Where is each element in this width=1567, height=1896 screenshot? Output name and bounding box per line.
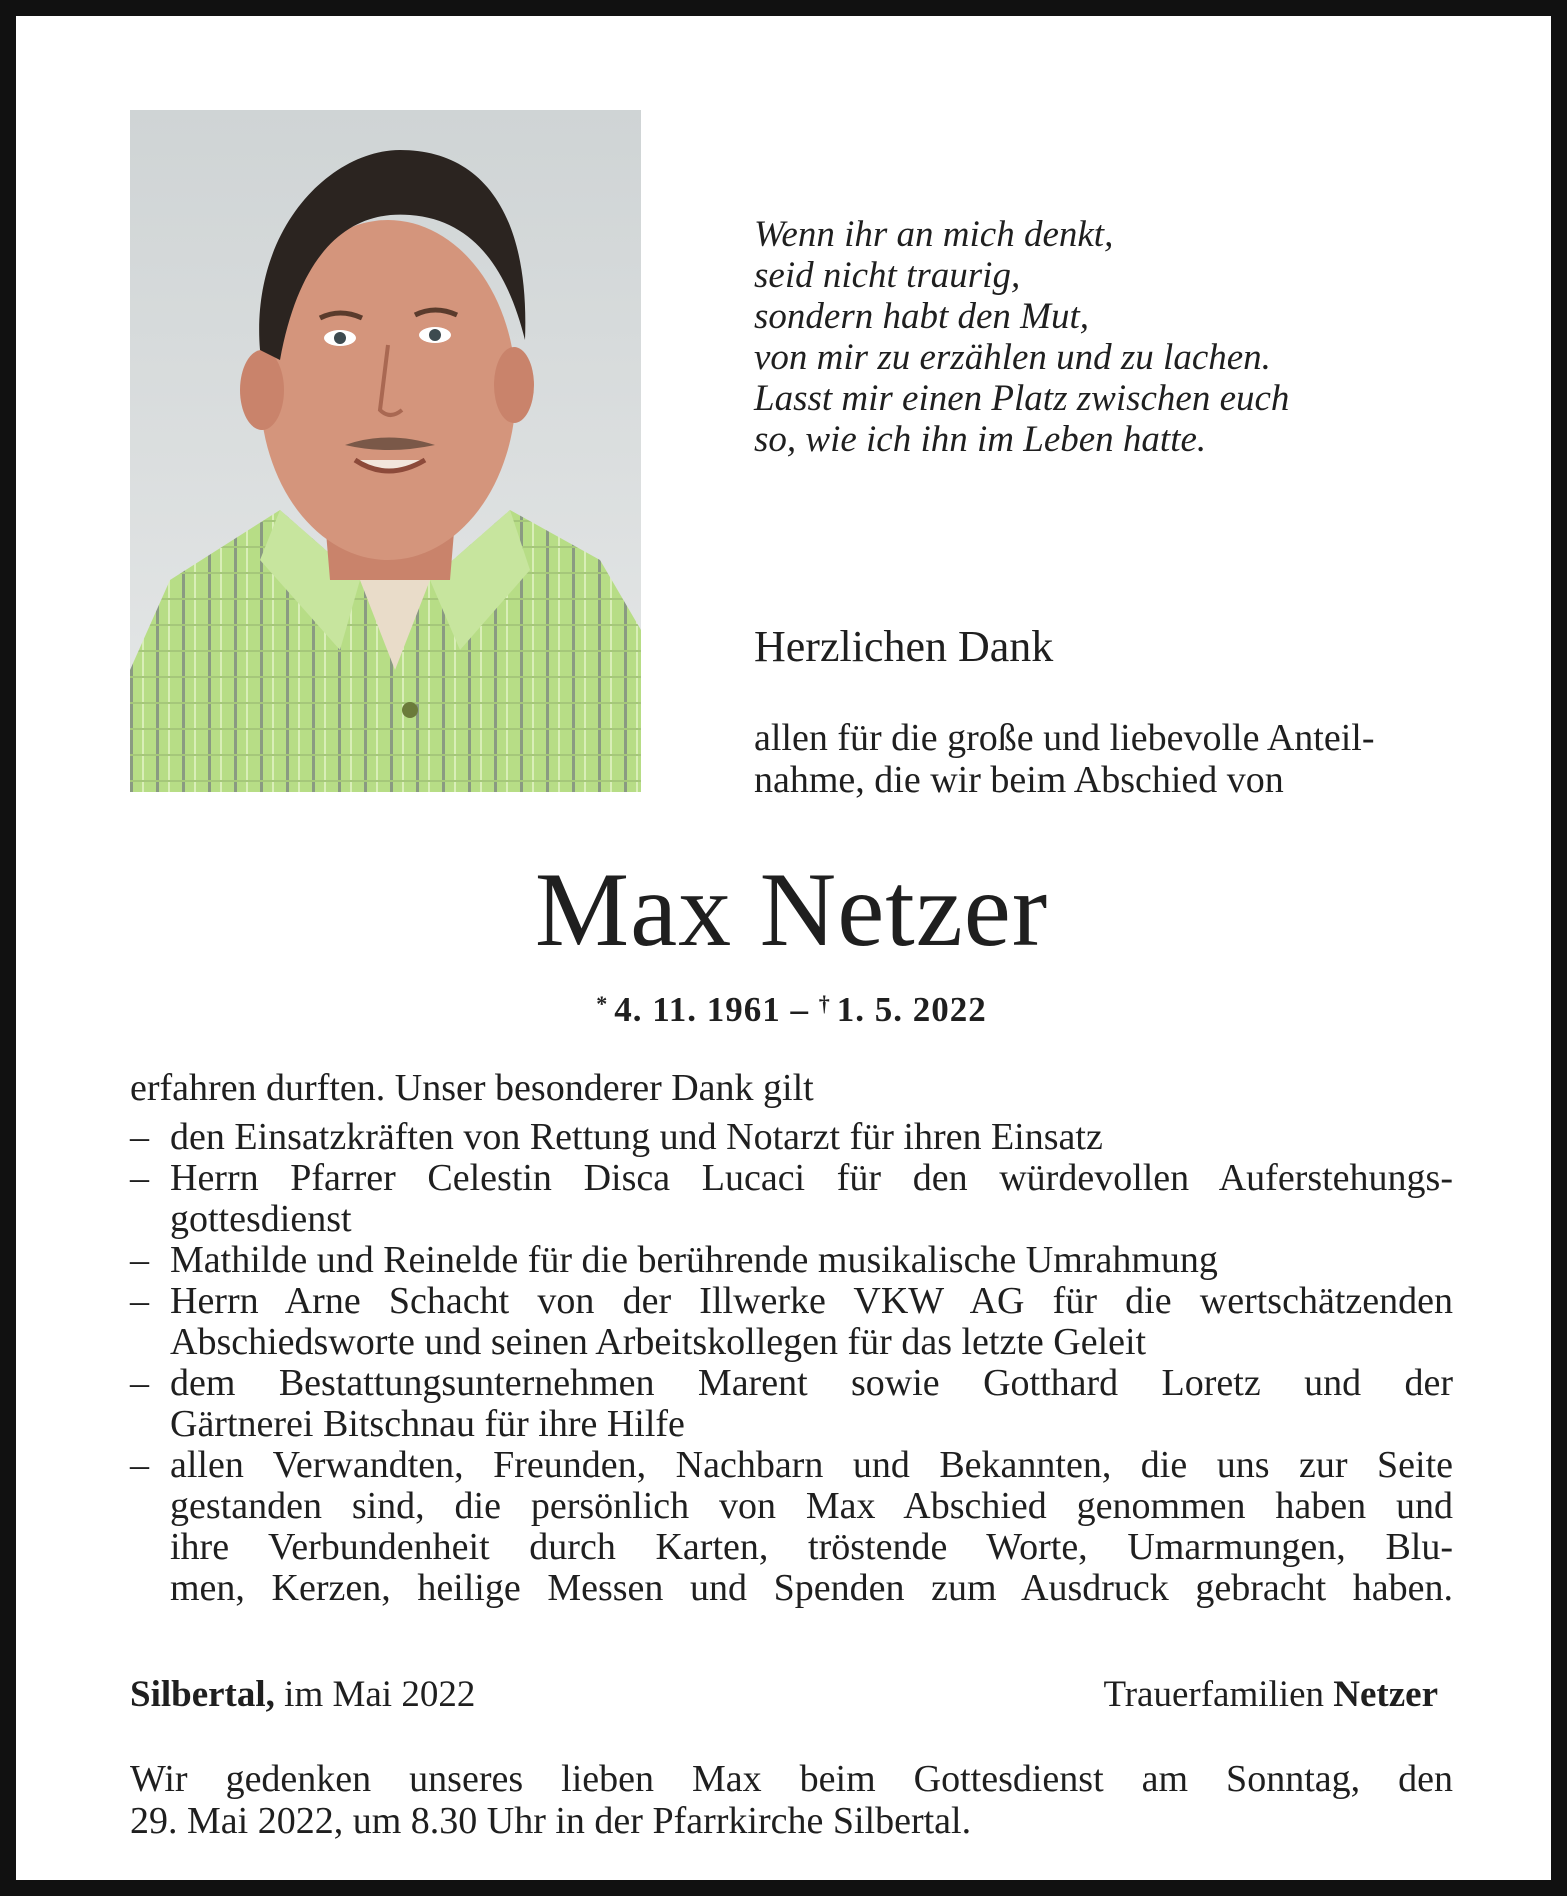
thanks-list-item — [130, 1158, 1453, 1240]
list-item-line: Herrn Pfarrer Celestin Disca Lucaci für den würdevollen Auferstehungs- — [170, 1157, 1453, 1199]
list-item-line: Gärtnerei Bitschnau für ihre Hilfe — [170, 1403, 685, 1445]
portrait-photo — [130, 110, 641, 792]
poem — [754, 214, 1454, 460]
list-item-line: ihre Verbundenheit durch Karten, tröstende Worte, Umarmungen, Blu- — [170, 1526, 1453, 1568]
place-name: Silbertal, — [130, 1674, 275, 1715]
date-text: im Mai 2022 — [284, 1674, 476, 1715]
list-dash: – — [130, 1239, 149, 1281]
list-item-line: gottesdienst — [170, 1198, 352, 1240]
list-item-line: allen Verwandten, Freunden, Nachbarn und Bekannten, die uns zur Seite — [170, 1444, 1453, 1486]
thanks-intro-line: nahme, die wir beim Abschied von — [754, 759, 1284, 801]
place-and-date — [130, 1674, 475, 1716]
date-separator: – — [780, 990, 819, 1029]
list-item-line: men, Kerzen, heilige Messen und Spenden zum Ausdruck gebracht haben. — [170, 1567, 1453, 1609]
death-symbol: † — [818, 991, 831, 1016]
memorial-notice — [130, 1758, 1453, 1842]
birth-symbol: * — [596, 991, 609, 1016]
thanks-heading: Herzlichen Dank — [754, 622, 1054, 671]
thanks-list-item — [130, 1363, 1453, 1445]
list-dash: – — [130, 1280, 149, 1322]
life-dates — [130, 983, 1453, 1031]
poem-line: Lasst mir einen Platz zwischen euch — [754, 378, 1290, 419]
list-item-line: den Einsatzkräften von Rettung und Notarzt für ihren Einsatz — [170, 1116, 1103, 1158]
thanks-lead: erfahren durften. Unser besonderer Dank gilt — [130, 1067, 814, 1109]
thanks-list-item — [130, 1445, 1453, 1609]
list-item-line: Abschiedsworte und seinen Arbeitskollegen für das letzte Geleit — [170, 1321, 1147, 1363]
poem-line: so, wie ich ihn im Leben hatte. — [754, 419, 1207, 460]
thanks-intro — [754, 717, 1454, 801]
list-dash: – — [130, 1444, 149, 1486]
portrait-illustration — [130, 110, 641, 792]
poem-line: von mir zu erzählen und zu lachen. — [754, 337, 1271, 378]
thanks-body — [130, 1068, 1453, 1609]
list-dash: – — [130, 1157, 149, 1199]
memorial-line: Wir gedenken unseres lieben Max beim Gottesdienst am Sonntag, den — [130, 1758, 1453, 1800]
list-item-line: dem Bestattungsunternehmen Marent sowie Gotthard Loretz und der — [170, 1362, 1453, 1404]
family-prefix: Trauerfamilien — [1103, 1674, 1325, 1715]
list-item-line: Mathilde und Reinelde für die berührende musikalische Umrahmung — [170, 1239, 1218, 1281]
family-name: Netzer — [1333, 1674, 1438, 1715]
thanks-list-item — [130, 1117, 1453, 1158]
poem-line: Wenn ihr an mich denkt, — [754, 214, 1114, 255]
family-signature — [1103, 1674, 1438, 1716]
poem-line: seid nicht traurig, — [754, 255, 1021, 296]
list-dash: – — [130, 1116, 149, 1158]
thanks-intro-line: allen für die große und liebevolle Anteil- — [754, 717, 1375, 759]
list-dash: – — [130, 1362, 149, 1404]
thanks-list-item — [130, 1281, 1453, 1363]
thanks-list-item — [130, 1240, 1453, 1281]
poem-line: sondern habt den Mut, — [754, 296, 1090, 337]
deceased-name: Max Netzer — [534, 851, 1049, 968]
list-item-line: gestanden sind, die persönlich von Max Abschied genommen haben und — [170, 1485, 1453, 1527]
list-item-line: Herrn Arne Schacht von der Illwerke VKW AG für die wertschätzenden — [170, 1280, 1453, 1322]
death-date: 1. 5. 2022 — [836, 990, 987, 1029]
birth-date: 4. 11. 1961 — [614, 990, 781, 1029]
memorial-line: 29. Mai 2022, um 8.30 Uhr in der Pfarrkirche Silbertal. — [130, 1800, 972, 1842]
